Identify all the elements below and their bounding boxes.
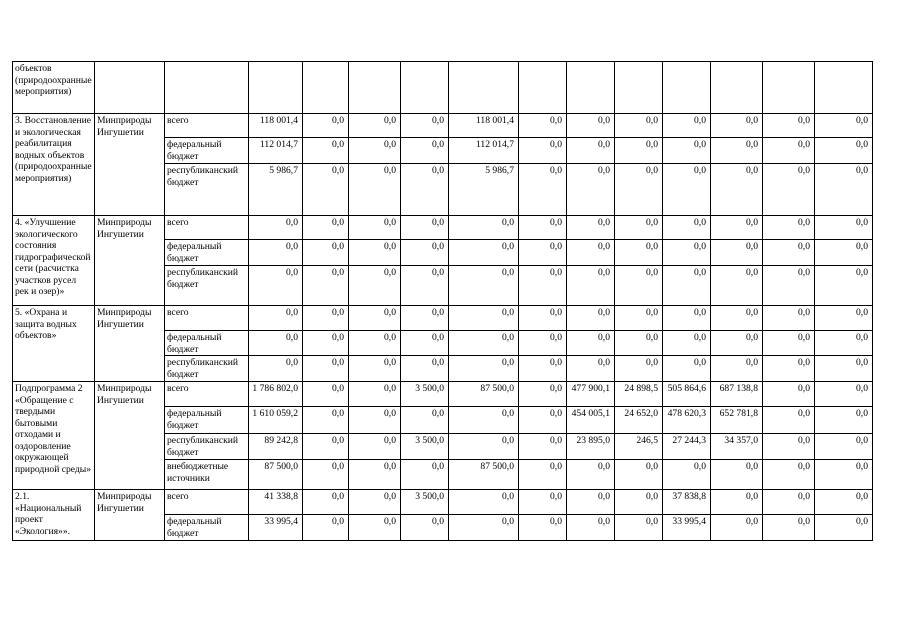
amount-cell: 41 338,8 bbox=[249, 490, 303, 515]
amount-cell: 0,0 bbox=[349, 266, 401, 306]
amount-cell bbox=[763, 62, 815, 114]
amount-cell: 33 995,4 bbox=[249, 515, 303, 541]
amount-cell bbox=[449, 62, 519, 114]
amount-cell: 0,0 bbox=[567, 114, 615, 138]
amount-cell: 0,0 bbox=[519, 407, 567, 434]
amount-cell: 0,0 bbox=[663, 356, 711, 382]
amount-cell: 0,0 bbox=[249, 266, 303, 306]
amount-cell: 24 652,0 bbox=[615, 407, 663, 434]
amount-cell: 0,0 bbox=[711, 306, 763, 331]
amount-cell: 0,0 bbox=[663, 460, 711, 490]
amount-cell: 0,0 bbox=[249, 306, 303, 331]
amount-cell: 0,0 bbox=[303, 240, 349, 266]
amount-cell: 118 001,4 bbox=[249, 114, 303, 138]
amount-cell: 0,0 bbox=[815, 490, 873, 515]
amount-cell: 0,0 bbox=[401, 216, 449, 240]
amount-cell: 0,0 bbox=[249, 356, 303, 382]
amount-cell bbox=[567, 62, 615, 114]
amount-cell: 0,0 bbox=[815, 515, 873, 541]
amount-cell: 37 838,8 bbox=[663, 490, 711, 515]
funding-source-cell: внебюджетные источники bbox=[165, 460, 249, 490]
amount-cell: 0,0 bbox=[519, 164, 567, 216]
amount-cell: 0,0 bbox=[303, 216, 349, 240]
amount-cell: 0,0 bbox=[349, 216, 401, 240]
amount-cell: 0,0 bbox=[519, 382, 567, 407]
amount-cell: 0,0 bbox=[449, 331, 519, 356]
funding-source-cell: федеральный бюджет bbox=[165, 138, 249, 164]
amount-cell: 0,0 bbox=[815, 216, 873, 240]
measure-name-cell: 3. Восстановление и экологическая реабилитация водных объектов (природоохранные мероприятия) bbox=[13, 114, 95, 216]
measure-name-cell: 2.1. «Национальный проект «Экология»». bbox=[13, 490, 95, 541]
amount-cell: 0,0 bbox=[401, 114, 449, 138]
amount-cell: 0,0 bbox=[663, 306, 711, 331]
amount-cell: 1 786 802,0 bbox=[249, 382, 303, 407]
amount-cell: 0,0 bbox=[519, 138, 567, 164]
amount-cell: 0,0 bbox=[519, 306, 567, 331]
amount-cell: 0,0 bbox=[711, 490, 763, 515]
amount-cell: 0,0 bbox=[815, 114, 873, 138]
table-row bbox=[13, 114, 873, 138]
amount-cell: 0,0 bbox=[663, 240, 711, 266]
amount-cell: 23 895,0 bbox=[567, 434, 615, 460]
amount-cell: 0,0 bbox=[815, 164, 873, 216]
amount-cell: 118 001,4 bbox=[449, 114, 519, 138]
amount-cell: 0,0 bbox=[303, 515, 349, 541]
amount-cell: 0,0 bbox=[615, 356, 663, 382]
amount-cell: 0,0 bbox=[763, 356, 815, 382]
amount-cell: 0,0 bbox=[815, 240, 873, 266]
funding-source-cell: всего bbox=[165, 114, 249, 138]
amount-cell: 0,0 bbox=[815, 306, 873, 331]
amount-cell: 0,0 bbox=[615, 240, 663, 266]
amount-cell: 0,0 bbox=[449, 490, 519, 515]
amount-cell: 0,0 bbox=[519, 266, 567, 306]
amount-cell: 0,0 bbox=[763, 331, 815, 356]
amount-cell bbox=[519, 62, 567, 114]
amount-cell: 477 900,1 bbox=[567, 382, 615, 407]
funding-source-cell: республиканский бюджет bbox=[165, 266, 249, 306]
amount-cell: 0,0 bbox=[519, 490, 567, 515]
funding-source-cell: федеральный бюджет bbox=[165, 331, 249, 356]
amount-cell: 0,0 bbox=[815, 266, 873, 306]
funding-source-cell: всего bbox=[165, 306, 249, 331]
amount-cell bbox=[615, 62, 663, 114]
amount-cell: 0,0 bbox=[349, 434, 401, 460]
amount-cell: 0,0 bbox=[663, 216, 711, 240]
amount-cell: 0,0 bbox=[519, 114, 567, 138]
amount-cell: 0,0 bbox=[349, 138, 401, 164]
amount-cell: 0,0 bbox=[763, 114, 815, 138]
amount-cell: 0,0 bbox=[615, 331, 663, 356]
amount-cell: 0,0 bbox=[615, 490, 663, 515]
amount-cell: 0,0 bbox=[349, 114, 401, 138]
amount-cell: 0,0 bbox=[519, 240, 567, 266]
amount-cell: 5 986,7 bbox=[449, 164, 519, 216]
budget-table bbox=[12, 61, 873, 541]
amount-cell: 0,0 bbox=[519, 515, 567, 541]
amount-cell: 0,0 bbox=[567, 240, 615, 266]
amount-cell: 0,0 bbox=[763, 216, 815, 240]
funding-source-cell: всего bbox=[165, 490, 249, 515]
amount-cell: 0,0 bbox=[449, 266, 519, 306]
amount-cell bbox=[663, 62, 711, 114]
amount-cell: 0,0 bbox=[519, 356, 567, 382]
amount-cell: 0,0 bbox=[711, 515, 763, 541]
amount-cell: 0,0 bbox=[567, 164, 615, 216]
amount-cell: 246,5 bbox=[615, 434, 663, 460]
amount-cell: 112 014,7 bbox=[249, 138, 303, 164]
amount-cell: 0,0 bbox=[567, 216, 615, 240]
measure-name-cell: 4. «Улучшение экологического состояния гидрографической сети (расчистка участков русел рек и озер)» bbox=[13, 216, 95, 306]
amount-cell: 0,0 bbox=[449, 240, 519, 266]
amount-cell: 112 014,7 bbox=[449, 138, 519, 164]
amount-cell: 0,0 bbox=[763, 460, 815, 490]
amount-cell: 0,0 bbox=[349, 490, 401, 515]
amount-cell: 0,0 bbox=[615, 266, 663, 306]
amount-cell: 0,0 bbox=[449, 407, 519, 434]
amount-cell: 0,0 bbox=[303, 138, 349, 164]
amount-cell: 0,0 bbox=[763, 266, 815, 306]
amount-cell: 0,0 bbox=[663, 164, 711, 216]
amount-cell: 1 610 059,2 bbox=[249, 407, 303, 434]
amount-cell bbox=[349, 62, 401, 114]
amount-cell: 0,0 bbox=[249, 240, 303, 266]
amount-cell: 0,0 bbox=[303, 164, 349, 216]
amount-cell: 0,0 bbox=[815, 331, 873, 356]
amount-cell: 0,0 bbox=[519, 434, 567, 460]
funding-source-cell: республиканский бюджет bbox=[165, 434, 249, 460]
funding-source-cell bbox=[165, 62, 249, 114]
amount-cell: 0,0 bbox=[349, 356, 401, 382]
amount-cell: 0,0 bbox=[567, 490, 615, 515]
amount-cell: 0,0 bbox=[763, 240, 815, 266]
amount-cell: 0,0 bbox=[815, 434, 873, 460]
agency-cell: Минприроды Ингушетии bbox=[95, 490, 165, 541]
table-row bbox=[13, 216, 873, 240]
table-row bbox=[13, 62, 873, 114]
funding-source-cell: всего bbox=[165, 216, 249, 240]
amount-cell: 0,0 bbox=[663, 331, 711, 356]
amount-cell: 0,0 bbox=[303, 490, 349, 515]
funding-source-cell: федеральный бюджет bbox=[165, 407, 249, 434]
amount-cell: 0,0 bbox=[615, 164, 663, 216]
agency-cell bbox=[95, 62, 165, 114]
table-row bbox=[13, 382, 873, 407]
amount-cell bbox=[249, 62, 303, 114]
measure-name-cell: Подпрограмма 2 «Обращение с твердыми бытовыми отходами и оздоровление окружающей природной среды» bbox=[13, 382, 95, 490]
amount-cell: 0,0 bbox=[763, 407, 815, 434]
amount-cell bbox=[401, 62, 449, 114]
amount-cell: 0,0 bbox=[449, 515, 519, 541]
amount-cell: 0,0 bbox=[249, 331, 303, 356]
amount-cell: 3 500,0 bbox=[401, 434, 449, 460]
amount-cell bbox=[303, 62, 349, 114]
amount-cell: 5 986,7 bbox=[249, 164, 303, 216]
amount-cell: 0,0 bbox=[401, 331, 449, 356]
amount-cell: 0,0 bbox=[349, 331, 401, 356]
amount-cell: 0,0 bbox=[303, 382, 349, 407]
amount-cell: 0,0 bbox=[711, 240, 763, 266]
amount-cell bbox=[711, 62, 763, 114]
amount-cell: 0,0 bbox=[615, 114, 663, 138]
amount-cell: 454 005,1 bbox=[567, 407, 615, 434]
amount-cell: 0,0 bbox=[401, 164, 449, 216]
amount-cell: 0,0 bbox=[303, 356, 349, 382]
amount-cell: 24 898,5 bbox=[615, 382, 663, 407]
agency-cell: Минприроды Ингушетии bbox=[95, 382, 165, 490]
amount-cell: 0,0 bbox=[711, 164, 763, 216]
amount-cell: 0,0 bbox=[303, 434, 349, 460]
agency-cell: Минприроды Ингушетии bbox=[95, 114, 165, 216]
amount-cell: 0,0 bbox=[815, 460, 873, 490]
amount-cell: 89 242,8 bbox=[249, 434, 303, 460]
amount-cell: 0,0 bbox=[519, 216, 567, 240]
amount-cell: 0,0 bbox=[449, 434, 519, 460]
amount-cell: 0,0 bbox=[711, 460, 763, 490]
amount-cell: 27 244,3 bbox=[663, 434, 711, 460]
funding-source-cell: федеральный бюджет bbox=[165, 515, 249, 541]
funding-source-cell: республиканский бюджет bbox=[165, 164, 249, 216]
amount-cell: 0,0 bbox=[401, 407, 449, 434]
table-row bbox=[13, 490, 873, 515]
amount-cell: 0,0 bbox=[567, 266, 615, 306]
measure-name-cell: объектов (природоохранные мероприятия) bbox=[13, 62, 95, 114]
amount-cell: 0,0 bbox=[763, 382, 815, 407]
amount-cell: 0,0 bbox=[567, 515, 615, 541]
amount-cell: 0,0 bbox=[519, 331, 567, 356]
amount-cell: 0,0 bbox=[401, 138, 449, 164]
amount-cell: 0,0 bbox=[711, 356, 763, 382]
amount-cell: 0,0 bbox=[615, 515, 663, 541]
table-body bbox=[13, 62, 873, 541]
amount-cell: 0,0 bbox=[401, 356, 449, 382]
amount-cell: 0,0 bbox=[567, 306, 615, 331]
amount-cell: 0,0 bbox=[303, 114, 349, 138]
amount-cell: 0,0 bbox=[519, 460, 567, 490]
amount-cell: 0,0 bbox=[663, 114, 711, 138]
amount-cell: 34 357,0 bbox=[711, 434, 763, 460]
agency-cell: Минприроды Ингушетии bbox=[95, 216, 165, 306]
amount-cell: 0,0 bbox=[349, 407, 401, 434]
amount-cell: 687 138,8 bbox=[711, 382, 763, 407]
amount-cell: 0,0 bbox=[401, 266, 449, 306]
amount-cell: 0,0 bbox=[763, 434, 815, 460]
measure-name-cell: 5. «Охрана и защита водных объектов» bbox=[13, 306, 95, 382]
amount-cell: 0,0 bbox=[349, 306, 401, 331]
amount-cell: 87 500,0 bbox=[449, 460, 519, 490]
amount-cell: 0,0 bbox=[763, 164, 815, 216]
amount-cell: 0,0 bbox=[349, 515, 401, 541]
amount-cell: 0,0 bbox=[815, 382, 873, 407]
amount-cell: 0,0 bbox=[615, 216, 663, 240]
amount-cell: 0,0 bbox=[815, 356, 873, 382]
amount-cell: 0,0 bbox=[349, 164, 401, 216]
amount-cell: 0,0 bbox=[663, 266, 711, 306]
amount-cell: 0,0 bbox=[401, 240, 449, 266]
amount-cell: 3 500,0 bbox=[401, 382, 449, 407]
amount-cell: 0,0 bbox=[349, 382, 401, 407]
table-row bbox=[13, 306, 873, 331]
funding-source-cell: всего bbox=[165, 382, 249, 407]
amount-cell: 0,0 bbox=[303, 407, 349, 434]
amount-cell: 0,0 bbox=[763, 490, 815, 515]
amount-cell: 652 781,8 bbox=[711, 407, 763, 434]
amount-cell: 0,0 bbox=[615, 460, 663, 490]
amount-cell: 0,0 bbox=[303, 331, 349, 356]
amount-cell: 0,0 bbox=[401, 306, 449, 331]
amount-cell: 87 500,0 bbox=[249, 460, 303, 490]
amount-cell: 0,0 bbox=[567, 356, 615, 382]
amount-cell: 0,0 bbox=[449, 306, 519, 331]
amount-cell: 0,0 bbox=[615, 306, 663, 331]
amount-cell: 0,0 bbox=[567, 331, 615, 356]
amount-cell: 0,0 bbox=[349, 460, 401, 490]
amount-cell: 87 500,0 bbox=[449, 382, 519, 407]
amount-cell: 0,0 bbox=[303, 460, 349, 490]
amount-cell: 0,0 bbox=[567, 460, 615, 490]
amount-cell: 0,0 bbox=[711, 331, 763, 356]
amount-cell: 0,0 bbox=[349, 240, 401, 266]
amount-cell: 0,0 bbox=[815, 407, 873, 434]
funding-source-cell: федеральный бюджет bbox=[165, 240, 249, 266]
amount-cell: 0,0 bbox=[567, 138, 615, 164]
amount-cell: 0,0 bbox=[449, 216, 519, 240]
amount-cell: 0,0 bbox=[711, 266, 763, 306]
amount-cell: 0,0 bbox=[815, 138, 873, 164]
amount-cell: 0,0 bbox=[449, 356, 519, 382]
amount-cell: 0,0 bbox=[711, 114, 763, 138]
funding-source-cell: республиканский бюджет bbox=[165, 356, 249, 382]
amount-cell: 0,0 bbox=[303, 266, 349, 306]
amount-cell: 0,0 bbox=[303, 306, 349, 331]
agency-cell: Минприроды Ингушетии bbox=[95, 306, 165, 382]
amount-cell: 505 864,6 bbox=[663, 382, 711, 407]
amount-cell: 0,0 bbox=[401, 460, 449, 490]
amount-cell: 0,0 bbox=[711, 216, 763, 240]
amount-cell: 0,0 bbox=[249, 216, 303, 240]
amount-cell: 0,0 bbox=[763, 138, 815, 164]
amount-cell: 478 620,3 bbox=[663, 407, 711, 434]
amount-cell bbox=[815, 62, 873, 114]
amount-cell: 0,0 bbox=[615, 138, 663, 164]
amount-cell: 3 500,0 bbox=[401, 490, 449, 515]
amount-cell: 0,0 bbox=[663, 138, 711, 164]
amount-cell: 33 995,4 bbox=[663, 515, 711, 541]
amount-cell: 0,0 bbox=[763, 515, 815, 541]
amount-cell: 0,0 bbox=[763, 306, 815, 331]
amount-cell: 0,0 bbox=[711, 138, 763, 164]
amount-cell: 0,0 bbox=[401, 515, 449, 541]
